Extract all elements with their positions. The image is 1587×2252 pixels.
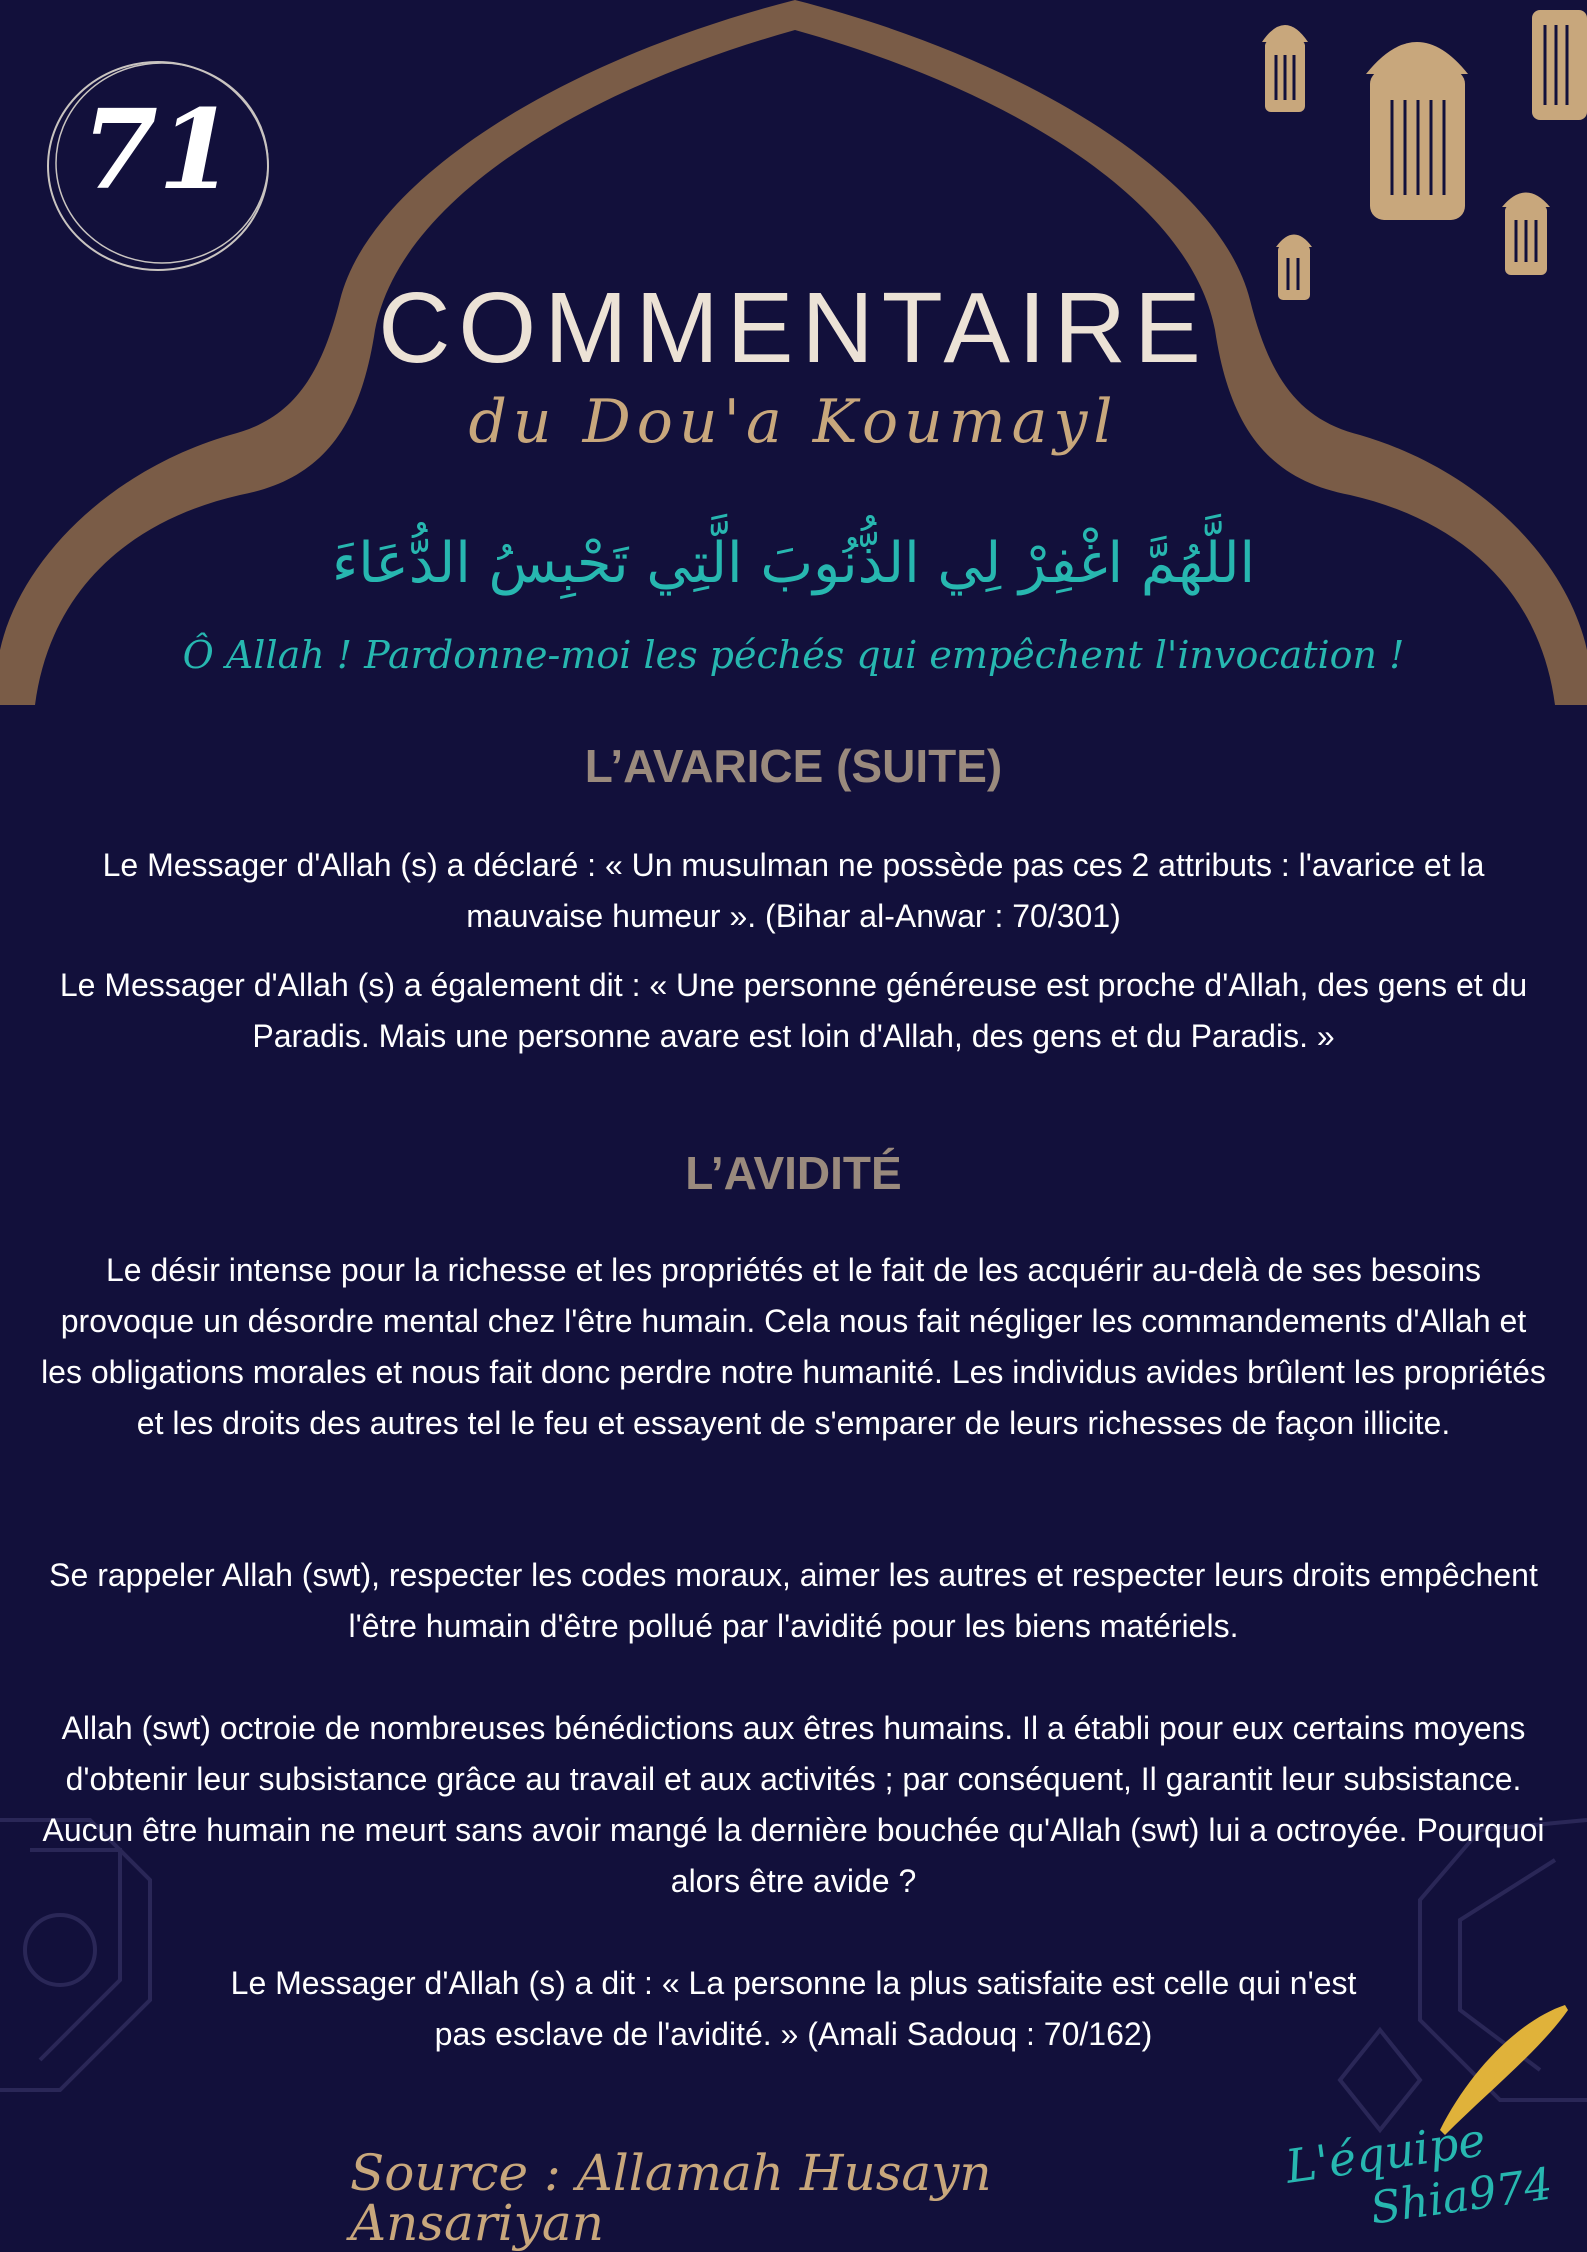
- signature-line1: L'équipe: [1282, 2112, 1489, 2194]
- paragraph: Le Messager d'Allah (s) a dit : « La personne la plus satisfaite est celle qui n'est pas esclave de l'avidité. » (Amali Sadouq : 70/162): [230, 1965, 1357, 2052]
- paragraph: Le désir intense pour la richesse et les propriétés et le fait de les acquérir au-delà de ses besoins provoque un désordre mental chez l'être humain. Cela nous fait négliger les commandements d'Allah et les obligations morales et nous fait donc perdre notre humanité. Les individus avides brûlent les propriétés et les droits des autres tel le feu et essayent de s'emparer de leurs richesses de façon illicite.: [41, 1252, 1546, 1441]
- signature-line2: Shia974: [1367, 2158, 1556, 2235]
- page-title: COMMENTAIRE: [378, 272, 1209, 384]
- page-subtitle: du Dou'a Koumayl: [468, 387, 1119, 457]
- paragraph: Se rappeler Allah (swt), respecter les codes moraux, aimer les autres et respecter leurs droits empêchent l'être humain d'être pollué par l'avidité pour les biens matériels.: [49, 1557, 1538, 1644]
- arabic-invocation: اللَّهُمَّ اغْفِرْ لِي الذُّنُوبَ الَّتِي تَحْبِسُ الدُّعَاءَ: [331, 531, 1256, 596]
- signature-small-text: Traduit par: [1477, 2022, 1539, 2092]
- paragraph: Le Messager d'Allah (s) a déclaré : « Un musulman ne possède pas ces 2 attributs : l'avarice et la mauvaise humeur ». (Bihar al-Anwar : 70/301): [102, 847, 1485, 934]
- section-heading-avidite: L’AVIDITÉ: [685, 1147, 902, 1199]
- paragraph: Le Messager d'Allah (s) a également dit : « Une personne généreuse est proche d'Allah, des gens et du Paradis. Mais une personne avare est loin d'Allah, des gens et du Paradis. »: [59, 967, 1528, 1054]
- invocation-translation: Ô Allah ! Pardonne-moi les péchés qui empêchent l'invocation !: [182, 633, 1405, 677]
- source-credit: Source : Allamah Husayn Ansariyan: [350, 2144, 992, 2252]
- lantern-icon: [1262, 10, 1587, 300]
- page-number: 71: [81, 85, 235, 214]
- section-heading-avarice: L’AVARICE (SUITE): [584, 740, 1003, 792]
- paragraph: Allah (swt) octroie de nombreuses bénédictions aux êtres humains. Il a établi pour eux certains moyens d'obtenir leur subsistance grâce au travail et aux activités ; par conséquent, Il garantit leur subsistance. Aucun être humain ne meurt sans avoir mangé la dernière bouchée qu'Allah (swt) lui a octroyée. Pourquoi alors être avide ?: [42, 1710, 1545, 1899]
